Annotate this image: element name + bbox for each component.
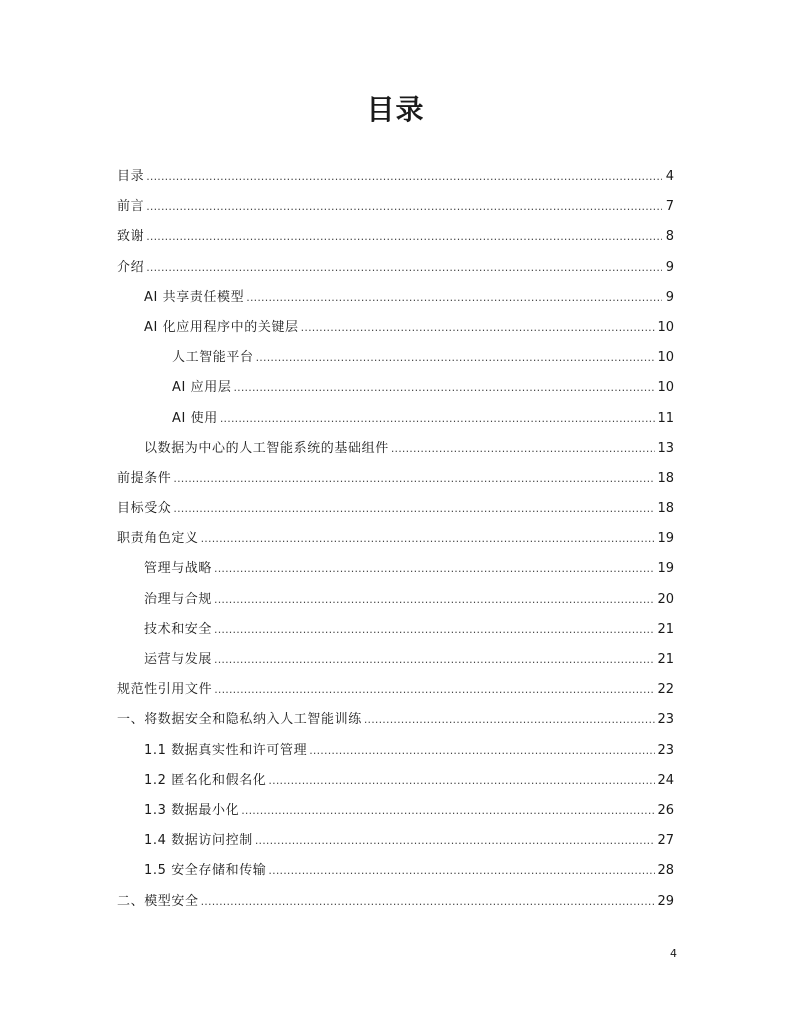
dot-leader xyxy=(391,434,656,464)
toc-entry-ai-platform[interactable] xyxy=(117,343,674,373)
dot-leader xyxy=(146,222,662,252)
dot-leader xyxy=(246,283,662,313)
toc-entry-label: 治理与合规 xyxy=(144,591,213,607)
toc-entry-label: 以数据为中心的人工智能系统的基础组件 xyxy=(144,440,389,456)
dot-leader xyxy=(301,313,656,343)
toc-entry-label: 1.3 数据最小化 xyxy=(144,802,240,818)
dot-leader xyxy=(146,162,662,192)
toc-entry-label: AI 化应用程序中的关键层 xyxy=(144,319,299,335)
dot-leader xyxy=(309,736,655,766)
dot-leader xyxy=(146,253,662,283)
toc-entry-label: 运营与发展 xyxy=(144,652,213,667)
toc-entry-page: 8 xyxy=(665,229,674,245)
toc-entry-page: 10 xyxy=(657,380,674,396)
toc-entry-section-1-1[interactable] xyxy=(117,736,674,766)
toc-entry-label: AI 使用 xyxy=(172,410,218,426)
toc-entry-label: 前言 xyxy=(117,199,145,215)
dot-leader xyxy=(364,705,656,735)
dot-leader xyxy=(214,585,655,615)
toc-entry-page: 22 xyxy=(657,682,674,698)
toc-entry-label: 目标受众 xyxy=(117,501,172,517)
toc-entry-label: 人工智能平台 xyxy=(172,350,254,366)
toc-entry-management-strategy[interactable] xyxy=(117,554,674,584)
toc-entry-ai-shared-responsibility[interactable] xyxy=(117,283,674,313)
toc-entry-introduction[interactable] xyxy=(117,253,674,283)
toc-entry-page: 4 xyxy=(665,169,674,184)
dot-leader xyxy=(256,343,656,373)
toc-entry-label: 1.4 数据访问控制 xyxy=(144,833,253,849)
toc-entry-page: 18 xyxy=(657,470,674,486)
toc-entry-label: 规范性引用文件 xyxy=(117,682,213,698)
page-title: 目录 xyxy=(366,93,425,126)
toc-entry-normative-references[interactable] xyxy=(117,675,674,705)
toc-entry-operations-development[interactable] xyxy=(117,645,674,675)
toc-entry-section-1-2[interactable] xyxy=(117,766,674,796)
toc-entry-page: 23 xyxy=(657,712,674,728)
toc-entry-acknowledgements[interactable] xyxy=(117,222,674,252)
toc-entry-page: 29 xyxy=(657,893,674,909)
toc-entry-label: 前提条件 xyxy=(117,470,172,486)
toc-entry-page: 27 xyxy=(657,833,674,849)
toc-entry-label: 1.2 匿名化和假名化 xyxy=(144,772,267,788)
dot-leader xyxy=(214,675,655,705)
dot-leader xyxy=(268,766,655,796)
toc-entry-page: 21 xyxy=(657,621,674,637)
toc-entry-label: 一、将数据安全和隐私纳入人工智能训练 xyxy=(117,712,362,728)
toc-entry-label: AI 应用层 xyxy=(172,380,232,396)
toc-entry-chapter-2[interactable] xyxy=(117,887,674,917)
dot-leader xyxy=(146,192,662,222)
dot-leader xyxy=(214,554,655,584)
toc-entry-label: 目录 xyxy=(117,169,145,184)
toc-entry-section-1-4[interactable] xyxy=(117,826,674,856)
toc-entry-preface[interactable] xyxy=(117,192,674,222)
toc-entry-page: 10 xyxy=(657,319,674,335)
toc-entry-prerequisites[interactable] xyxy=(117,464,674,494)
toc-entry-label: 致谢 xyxy=(117,229,145,245)
dot-leader xyxy=(201,887,656,917)
toc-entry-page: 24 xyxy=(657,772,674,788)
toc-entry-page: 13 xyxy=(657,440,674,456)
toc-entry-key-layers[interactable] xyxy=(117,313,674,343)
dot-leader xyxy=(233,373,655,403)
toc-entry-chapter-1[interactable] xyxy=(117,705,674,735)
toc-entry-ai-application-layer[interactable] xyxy=(117,373,674,403)
dot-leader xyxy=(214,645,655,675)
dot-leader xyxy=(201,524,656,554)
toc-entry-page: 19 xyxy=(657,531,674,547)
toc-entry-page: 7 xyxy=(665,199,674,215)
dot-leader xyxy=(241,796,655,826)
dot-leader xyxy=(173,494,655,524)
toc-entry-target-audience[interactable] xyxy=(117,494,674,524)
dot-leader xyxy=(173,464,655,494)
toc-entry-section-1-3[interactable] xyxy=(117,796,674,826)
toc-entry-label: 管理与战略 xyxy=(144,561,213,577)
toc-entry-page: 20 xyxy=(657,591,674,607)
toc-entry-section-1-5[interactable] xyxy=(117,856,674,886)
toc-entry-page: 23 xyxy=(657,742,674,758)
toc-entry-page: 9 xyxy=(665,259,674,275)
toc-entry-label: AI 共享责任模型 xyxy=(144,289,245,305)
toc-entry-page: 11 xyxy=(657,410,674,426)
table-of-contents xyxy=(117,162,674,917)
toc-entry-technology-security[interactable] xyxy=(117,615,674,645)
toc-entry-page: 21 xyxy=(657,652,674,667)
toc-entry-page: 26 xyxy=(657,802,674,818)
toc-entry-ai-usage[interactable] xyxy=(117,404,674,434)
toc-entry-page: 18 xyxy=(657,501,674,517)
toc-entry-label: 技术和安全 xyxy=(144,621,213,637)
dot-leader xyxy=(255,826,656,856)
toc-entry-data-centric-components[interactable] xyxy=(117,434,674,464)
toc-entry-label: 介绍 xyxy=(117,259,145,275)
toc-entry-label: 职责角色定义 xyxy=(117,531,199,547)
toc-entry-label: 1.5 安全存储和传输 xyxy=(144,863,267,879)
dot-leader xyxy=(214,615,655,645)
toc-entry-role-definitions[interactable] xyxy=(117,524,674,554)
toc-entry-governance-compliance[interactable] xyxy=(117,585,674,615)
dot-leader xyxy=(268,856,655,886)
toc-entry-page: 9 xyxy=(665,289,674,305)
dot-leader xyxy=(220,404,656,434)
toc-entry-page: 28 xyxy=(657,863,674,879)
toc-entry-label: 1.1 数据真实性和许可管理 xyxy=(144,742,308,758)
toc-entry-label: 二、模型安全 xyxy=(117,893,199,909)
toc-entry-contents[interactable] xyxy=(117,162,674,192)
page-number: 4 xyxy=(670,947,677,960)
toc-entry-page: 10 xyxy=(657,350,674,366)
toc-entry-page: 19 xyxy=(657,561,674,577)
